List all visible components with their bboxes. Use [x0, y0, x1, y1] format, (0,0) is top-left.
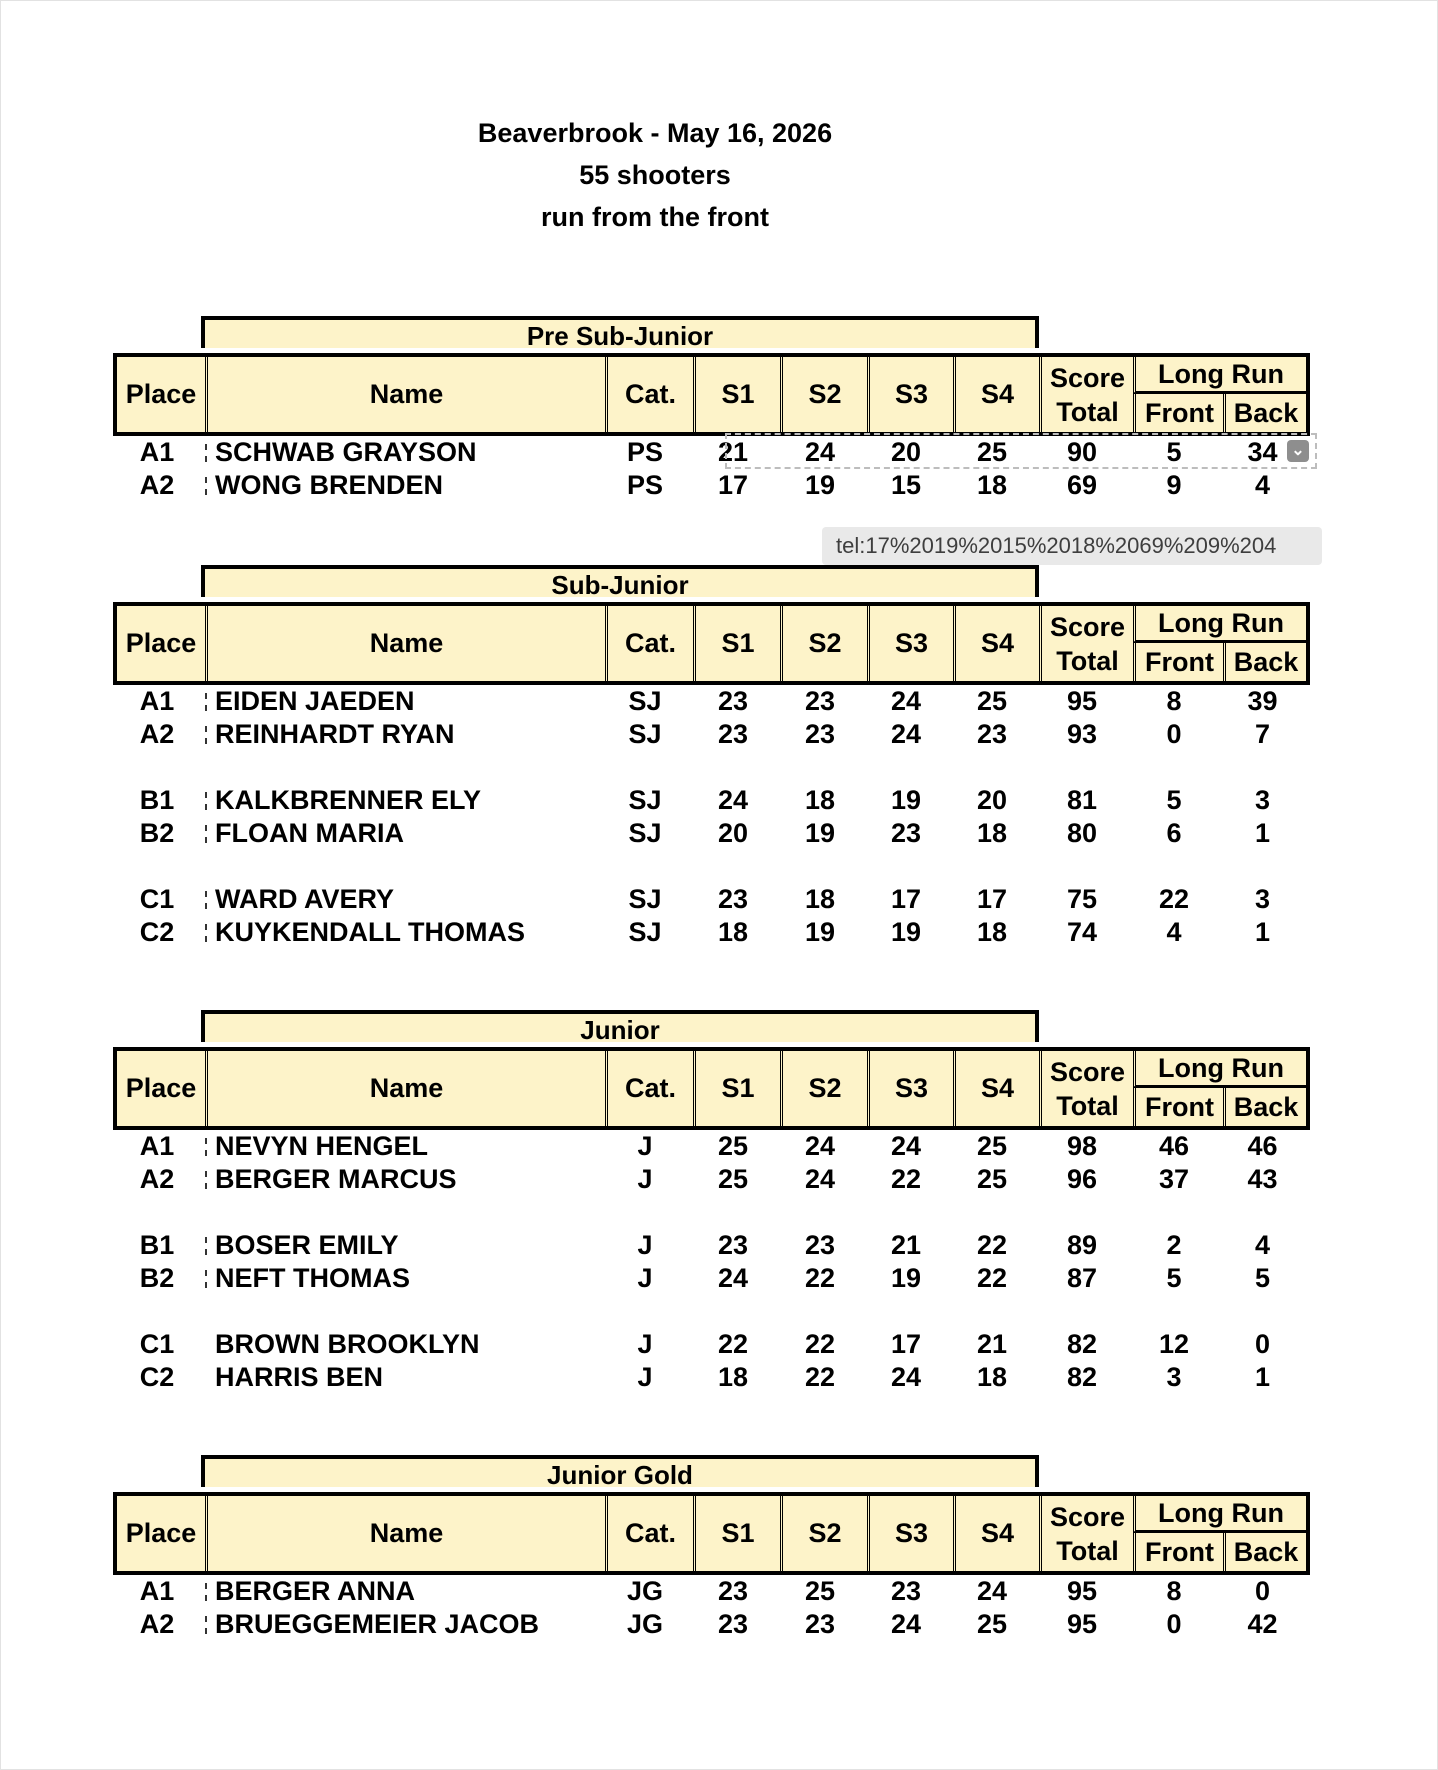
cell-s1: 25	[717, 1131, 749, 1161]
cell-place: A1	[139, 1576, 175, 1606]
cell-s1: 23	[717, 884, 749, 914]
row-marker	[205, 693, 209, 711]
cell-name: BOSER EMILY	[215, 1230, 399, 1260]
cell-front: 5	[1166, 1263, 1182, 1293]
cell-s2: 24	[804, 1164, 836, 1194]
row-marker	[205, 924, 209, 942]
cell-front: 6	[1166, 818, 1182, 848]
cell-cat: J	[637, 1263, 653, 1293]
cell-name: WARD AVERY	[215, 884, 395, 914]
cell-place: B1	[139, 785, 175, 815]
cell-back: 7	[1254, 719, 1271, 749]
cell-back: 34	[1247, 437, 1278, 467]
header-score-label: Score	[1049, 362, 1126, 393]
cell-cat: JG	[626, 1576, 664, 1606]
row-marker	[205, 792, 209, 810]
cell-s1: 23	[717, 719, 749, 749]
cell-name: BERGER ANNA	[215, 1576, 416, 1606]
row-marker	[205, 477, 209, 495]
cell-front: 12	[1158, 1329, 1190, 1359]
cell-back: 42	[1247, 1609, 1278, 1639]
header-s4: S4	[953, 1051, 1039, 1126]
cell-total: 95	[1066, 1576, 1098, 1606]
cell-s1: 20	[717, 818, 749, 848]
table-row[interactable]	[113, 1229, 1310, 1261]
row-marker	[205, 891, 209, 909]
header-total-label: Total	[1056, 396, 1119, 427]
header-long-run: Long Run	[1133, 1051, 1306, 1088]
cell-place: C2	[139, 917, 175, 947]
cell-back: 1	[1254, 818, 1271, 848]
cell-cat: PS	[626, 470, 664, 500]
cell-total: 74	[1066, 917, 1098, 947]
cell-front: 0	[1166, 1609, 1182, 1639]
cell-name: WONG BRENDEN	[215, 470, 443, 500]
cell-s3: 19	[890, 785, 922, 815]
cell-cat: SJ	[628, 686, 662, 716]
cell-place: A2	[139, 1164, 175, 1194]
page-title: Beaverbrook - May 16, 2026	[477, 118, 833, 148]
cell-front: 0	[1166, 719, 1182, 749]
cell-front: 46	[1158, 1131, 1190, 1161]
cell-name: KALKBRENNER ELY	[215, 785, 482, 815]
header-s1: S1	[693, 606, 780, 681]
cell-s1: 23	[717, 1609, 749, 1639]
cell-s1: 23	[717, 1230, 749, 1260]
header-front: Front	[1133, 394, 1223, 432]
cell-name: BRUEGGEMEIER JACOB	[215, 1609, 540, 1639]
table-header	[113, 1047, 1310, 1130]
cell-s2: 23	[804, 1230, 836, 1260]
header-name: Name	[205, 357, 605, 432]
header-s1: S1	[693, 1051, 780, 1126]
header-place: Place	[125, 379, 197, 409]
cell-s3: 19	[890, 917, 922, 947]
category-banner: Pre Sub-Junior	[201, 316, 1039, 348]
cell-s3: 17	[890, 1329, 922, 1359]
header-score-label: Score	[1049, 1501, 1126, 1532]
table-row[interactable]	[113, 883, 1310, 915]
cell-name: KUYKENDALL THOMAS	[215, 917, 525, 947]
cell-front: 5	[1166, 785, 1182, 815]
header-s2: S2	[780, 357, 867, 432]
cell-total: 69	[1066, 470, 1098, 500]
cell-cat: SJ	[628, 884, 662, 914]
cell-place: B2	[139, 1263, 175, 1293]
cell-place: A1	[139, 686, 175, 716]
table-row[interactable]	[113, 1575, 1310, 1607]
cell-s1: 23	[717, 1576, 749, 1606]
header-s4: S4	[953, 357, 1039, 432]
cell-s2: 23	[804, 719, 836, 749]
cell-s2: 24	[804, 437, 836, 467]
cell-back: 3	[1254, 884, 1271, 914]
cell-cat: J	[637, 1230, 653, 1260]
cell-s1: 23	[717, 686, 749, 716]
cell-cat: PS	[626, 437, 664, 467]
header-score-total	[1039, 1051, 1133, 1126]
row-marker	[205, 1237, 209, 1255]
cell-name: NEFT THOMAS	[215, 1263, 410, 1293]
category-banner: Junior	[201, 1010, 1039, 1042]
table-row[interactable]	[113, 1608, 1310, 1640]
cell-s1: 17	[717, 470, 749, 500]
cell-front: 8	[1166, 686, 1182, 716]
cell-back: 43	[1247, 1164, 1278, 1194]
cell-s1: 24	[717, 785, 749, 815]
cell-s2: 23	[804, 686, 836, 716]
cell-s4: 22	[976, 1263, 1008, 1293]
table-header	[113, 1492, 1310, 1575]
header-s3: S3	[867, 1496, 953, 1571]
header-s2: S2	[780, 606, 867, 681]
header-long-run: Long Run	[1133, 606, 1306, 643]
section-sub-junior	[113, 565, 1310, 947]
cell-place: A1	[139, 437, 175, 467]
cell-s1: 21	[717, 437, 749, 467]
cell-total: 96	[1066, 1164, 1098, 1194]
cell-place: C1	[139, 1329, 175, 1359]
cell-s3: 24	[890, 1362, 922, 1392]
cell-cat: J	[637, 1131, 653, 1161]
header-score-total	[1039, 1496, 1133, 1571]
cell-s4: 18	[976, 917, 1008, 947]
cell-place: C2	[139, 1362, 175, 1392]
table-row[interactable]	[113, 1163, 1310, 1195]
cell-total: 93	[1066, 719, 1098, 749]
cell-back: 3	[1254, 785, 1271, 815]
row-marker	[205, 726, 209, 744]
header-back: Back	[1223, 394, 1306, 432]
cell-s4: 25	[976, 1164, 1008, 1194]
cell-total: 81	[1066, 785, 1098, 815]
cell-place: A2	[139, 1609, 175, 1639]
cell-s4: 25	[976, 686, 1008, 716]
cell-place: A2	[139, 470, 175, 500]
cell-s4: 20	[976, 785, 1008, 815]
row-marker	[205, 1171, 209, 1189]
cell-s2: 23	[804, 1609, 836, 1639]
cell-s4: 18	[976, 470, 1008, 500]
cell-back: 39	[1247, 686, 1278, 716]
cell-back: 46	[1247, 1131, 1278, 1161]
cell-front: 37	[1158, 1164, 1190, 1194]
header-place: Place	[125, 1518, 197, 1548]
cell-s4: 18	[976, 818, 1008, 848]
header-s2: S2	[780, 1051, 867, 1126]
header-name: Name	[205, 606, 605, 681]
table-row[interactable]	[113, 784, 1310, 816]
cell-cat: SJ	[628, 818, 662, 848]
cell-back: 4	[1254, 1230, 1271, 1260]
cell-s2: 25	[804, 1576, 836, 1606]
category-banner: Junior Gold	[201, 1455, 1039, 1487]
cell-cat: J	[637, 1164, 653, 1194]
table-row[interactable]	[113, 817, 1310, 849]
cell-total: 87	[1066, 1263, 1098, 1293]
cell-front: 8	[1166, 1576, 1182, 1606]
header-score-total	[1039, 606, 1133, 681]
cell-name: NEVYN HENGEL	[215, 1131, 429, 1161]
table-row[interactable]	[113, 1130, 1310, 1162]
cell-s1: 18	[717, 1362, 749, 1392]
header-score-total	[1039, 357, 1133, 432]
table-row[interactable]	[113, 469, 1310, 501]
cell-total: 75	[1066, 884, 1098, 914]
cell-s2: 22	[804, 1263, 836, 1293]
chevron-down-icon[interactable]: ⌄	[1287, 440, 1309, 462]
table-row[interactable]	[113, 718, 1310, 750]
cell-total: 80	[1066, 818, 1098, 848]
row-marker	[205, 825, 209, 843]
row-marker	[205, 1270, 209, 1288]
cell-s2: 24	[804, 1131, 836, 1161]
cell-s4: 25	[976, 1131, 1008, 1161]
cell-cat: J	[637, 1362, 653, 1392]
table-header	[113, 353, 1310, 436]
cell-total: 82	[1066, 1362, 1098, 1392]
header-s1: S1	[693, 1496, 780, 1571]
cell-total: 90	[1066, 437, 1098, 467]
header-front: Front	[1133, 1533, 1223, 1571]
cell-s4: 18	[976, 1362, 1008, 1392]
cell-place: B2	[139, 818, 175, 848]
cell-s2: 19	[804, 818, 836, 848]
row-marker	[205, 1138, 209, 1156]
cell-s1: 18	[717, 917, 749, 947]
run-note: run from the front	[541, 202, 769, 232]
header-long-run: Long Run	[1133, 1496, 1306, 1533]
header-cat: Cat.	[605, 1496, 693, 1571]
cell-place: A1	[139, 1131, 175, 1161]
cell-cat: SJ	[628, 719, 662, 749]
table-header	[113, 602, 1310, 685]
cell-back: 1	[1254, 1362, 1271, 1392]
cell-total: 82	[1066, 1329, 1098, 1359]
table-row[interactable]	[113, 1361, 1310, 1393]
header-s3: S3	[867, 1051, 953, 1126]
header-cat: Cat.	[605, 606, 693, 681]
table-row[interactable]	[113, 1328, 1310, 1360]
header-place: Place	[125, 628, 197, 658]
header-front: Front	[1133, 643, 1223, 681]
cell-cat: JG	[626, 1609, 664, 1639]
cell-front: 22	[1158, 884, 1190, 914]
cell-back: 0	[1254, 1576, 1271, 1606]
cell-s3: 22	[890, 1164, 922, 1194]
cell-s4: 21	[976, 1329, 1008, 1359]
header-s1: S1	[693, 357, 780, 432]
cell-s3: 15	[890, 470, 922, 500]
cell-front: 2	[1166, 1230, 1182, 1260]
row-marker	[205, 1583, 209, 1601]
shooter-count: 55 shooters	[579, 160, 731, 190]
cell-cat: J	[637, 1329, 653, 1359]
cell-s3: 24	[890, 1131, 922, 1161]
cell-front: 5	[1166, 437, 1182, 467]
cell-s2: 18	[804, 884, 836, 914]
cell-s2: 18	[804, 785, 836, 815]
cell-name: REINHARDT RYAN	[215, 719, 455, 749]
section-junior	[113, 1010, 1310, 1392]
link-tooltip: tel:17%2019%2015%2018%2069%209%204	[822, 527, 1322, 565]
header-cat: Cat.	[605, 357, 693, 432]
cell-s3: 19	[890, 1263, 922, 1293]
cell-place: C1	[139, 884, 175, 914]
cell-s2: 22	[804, 1329, 836, 1359]
cell-s1: 22	[717, 1329, 749, 1359]
cell-name: BROWN BROOKLYN	[215, 1329, 480, 1359]
table-row[interactable]	[113, 685, 1310, 717]
table-row[interactable]	[113, 916, 1310, 948]
cell-s3: 24	[890, 1609, 922, 1639]
header-s2: S2	[780, 1496, 867, 1571]
cell-s4: 25	[976, 1609, 1008, 1639]
cell-name: BERGER MARCUS	[215, 1164, 457, 1194]
header-long-run: Long Run	[1133, 357, 1306, 394]
header-back: Back	[1223, 1088, 1306, 1126]
cell-back: 4	[1254, 470, 1271, 500]
cell-s4: 17	[976, 884, 1008, 914]
header-back: Back	[1223, 643, 1306, 681]
header-total-label: Total	[1056, 645, 1119, 676]
header-back: Back	[1223, 1533, 1306, 1571]
cell-s3: 24	[890, 686, 922, 716]
header-total-label: Total	[1056, 1090, 1119, 1121]
cell-s3: 17	[890, 884, 922, 914]
header-name: Name	[205, 1496, 605, 1571]
category-banner: Sub-Junior	[201, 565, 1039, 597]
header-s4: S4	[953, 606, 1039, 681]
cell-back: 0	[1254, 1329, 1271, 1359]
cell-place: B1	[139, 1230, 175, 1260]
cell-total: 89	[1066, 1230, 1098, 1260]
header-score-label: Score	[1049, 1056, 1126, 1087]
cell-s1: 25	[717, 1164, 749, 1194]
row-marker	[205, 444, 209, 462]
cell-total: 95	[1066, 1609, 1098, 1639]
cell-total: 95	[1066, 686, 1098, 716]
table-row[interactable]	[113, 436, 1310, 468]
cell-name: EIDEN JAEDEN	[215, 686, 415, 716]
header-place: Place	[125, 1073, 197, 1103]
header-cat: Cat.	[605, 1051, 693, 1126]
cell-s1: 24	[717, 1263, 749, 1293]
header-s3: S3	[867, 606, 953, 681]
cell-s4: 24	[976, 1576, 1008, 1606]
header-s3: S3	[867, 357, 953, 432]
cell-front: 9	[1166, 470, 1182, 500]
cell-s3: 23	[890, 818, 922, 848]
cell-s4: 23	[976, 719, 1008, 749]
detected-number-selection[interactable]	[725, 433, 1317, 469]
cell-back: 1	[1254, 917, 1271, 947]
cell-s3: 24	[890, 719, 922, 749]
cell-total: 98	[1066, 1131, 1098, 1161]
cell-s4: 25	[976, 437, 1008, 467]
cell-s2: 22	[804, 1362, 836, 1392]
cell-s2: 19	[804, 917, 836, 947]
section-junior-gold	[113, 1455, 1310, 1705]
cell-s3: 20	[890, 437, 922, 467]
cell-name: SCHWAB GRAYSON	[215, 437, 477, 467]
header-name: Name	[205, 1051, 605, 1126]
cell-name: FLOAN MARIA	[215, 818, 404, 848]
header-s4: S4	[953, 1496, 1039, 1571]
cell-s2: 19	[804, 470, 836, 500]
cell-front: 3	[1166, 1362, 1182, 1392]
header-total-label: Total	[1056, 1535, 1119, 1566]
cell-s3: 23	[890, 1576, 922, 1606]
table-row[interactable]	[113, 1262, 1310, 1294]
header-score-label: Score	[1049, 611, 1126, 642]
cell-s3: 21	[890, 1230, 922, 1260]
cell-front: 4	[1166, 917, 1182, 947]
cell-cat: SJ	[628, 785, 662, 815]
header-front: Front	[1133, 1088, 1223, 1126]
cell-s4: 22	[976, 1230, 1008, 1260]
cell-cat: SJ	[628, 917, 662, 947]
cell-place: A2	[139, 719, 175, 749]
cell-back: 5	[1254, 1263, 1271, 1293]
row-marker	[205, 1616, 209, 1634]
cell-name: HARRIS BEN	[215, 1362, 384, 1392]
